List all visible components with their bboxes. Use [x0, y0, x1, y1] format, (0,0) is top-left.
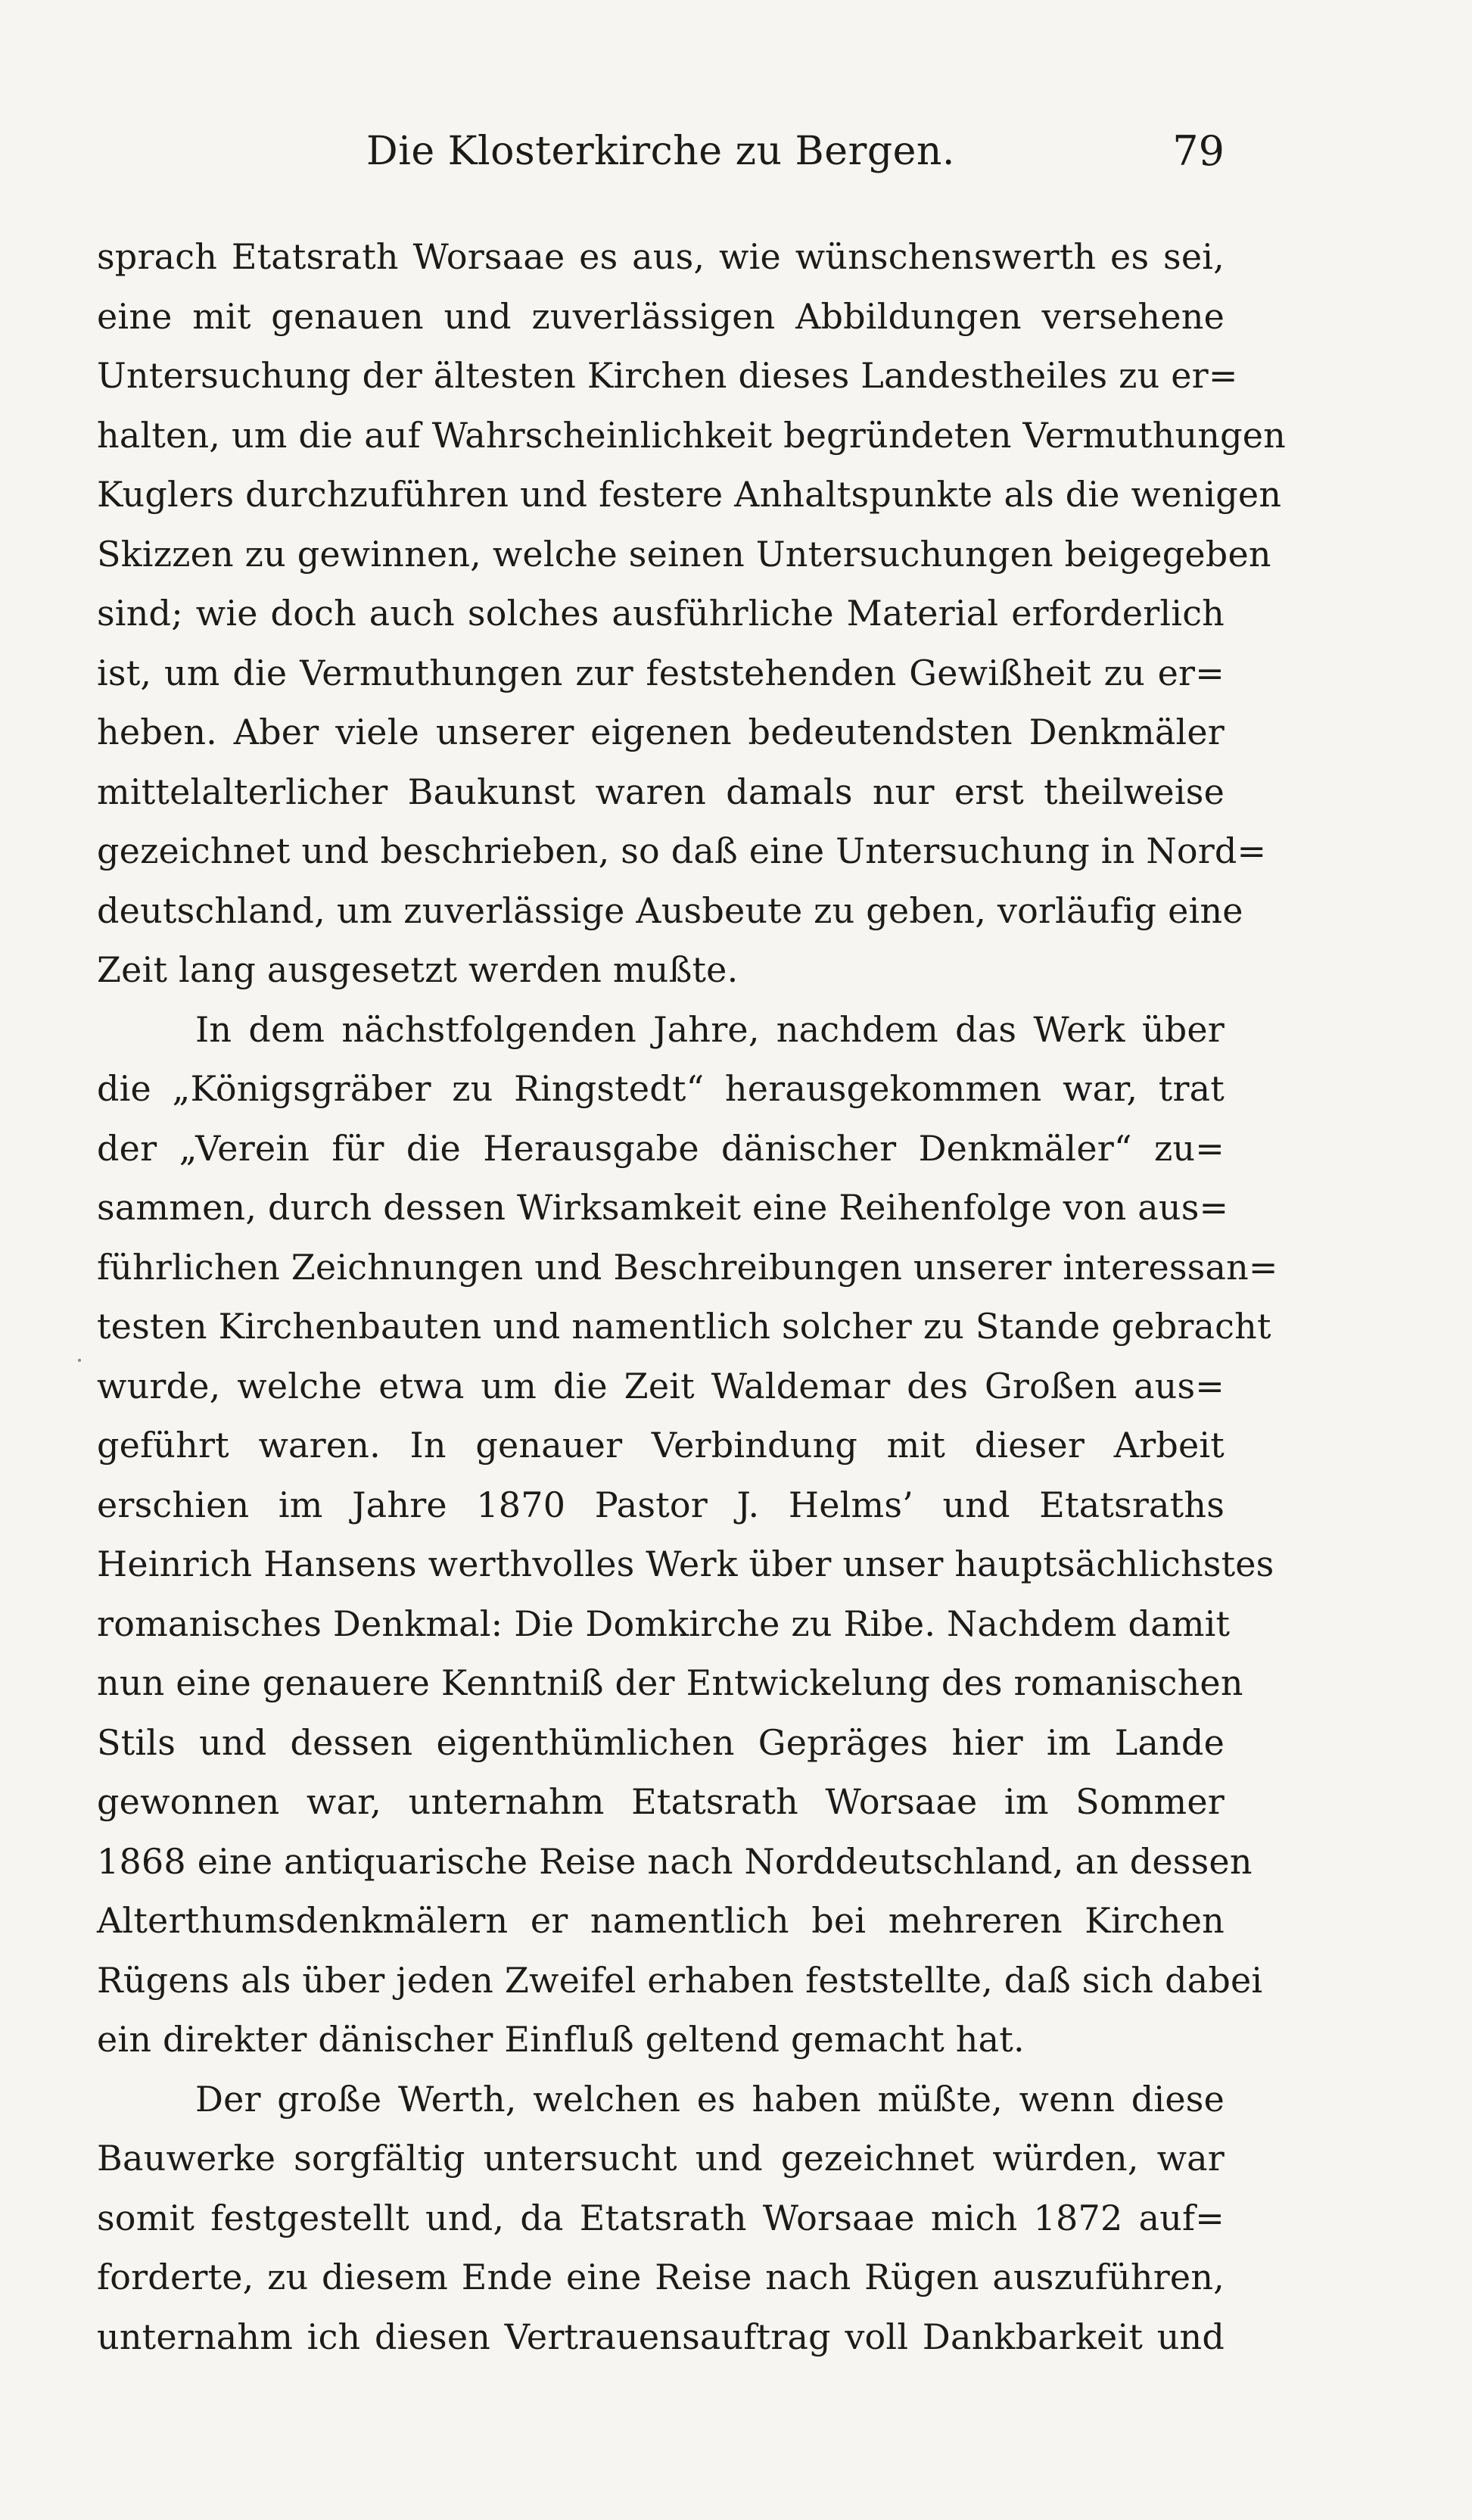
text-line: geführt waren. In genauer Verbindung mit dieser Arbeit — [97, 1425, 1225, 1466]
text-line: nun eine genauere Kenntniß der Entwickelung des romanischen — [97, 1662, 1243, 1703]
text-line: Bauwerke sorgfältig untersucht und gezeichnet würden, war — [97, 2138, 1225, 2179]
text-line: forderte, zu diesem Ende eine Reise nach Rügen auszuführen, — [97, 2257, 1225, 2297]
text-line: ein direkter dänischer Einfluß geltend gemacht hat. — [97, 2019, 1025, 2060]
text-line: Skizzen zu gewinnen, welche seinen Untersuchungen beigegeben — [97, 533, 1271, 575]
text-line: sind; wie doch auch solches ausführliche Material erforderlich — [97, 593, 1225, 634]
text-line: mittelalterlicher Baukunst waren damals nur erst theilweise — [97, 771, 1225, 812]
text-line: ist, um die Vermuthungen zur feststehenden Gewißheit zu er= — [97, 652, 1225, 693]
text-line: In dem nächstfolgenden Jahre, nachdem das Werk über — [195, 1008, 1225, 1050]
text-line: Untersuchung der ältesten Kirchen dieses Landestheiles zu er= — [97, 355, 1238, 396]
text-line: wurde, welche etwa um die Zeit Waldemar des Großen aus= — [97, 1365, 1225, 1406]
text-line: Kuglers durchzuführen und festere Anhaltspunkte als die wenigen — [97, 474, 1282, 515]
text-line: deutschland, um zuverlässige Ausbeute zu geben, vorläufig eine — [97, 889, 1243, 931]
text-line: halten, um die auf Wahrscheinlichkeit begründeten Vermuthungen — [97, 414, 1287, 456]
text-line: gewonnen war, unternahm Etatsrath Worsaae im Sommer — [97, 1781, 1225, 1822]
text-line: gezeichnet und beschrieben, so daß eine Untersuchung in Nord= — [97, 830, 1267, 871]
text-line: romanisches Denkmal: Die Domkirche zu Ribe. Nachdem damit — [97, 1603, 1231, 1644]
text-line: eine mit genauen und zuverlässigen Abbildungen versehene — [97, 295, 1225, 337]
text-line: Stils und dessen eigenthümlichen Gepräges hier im Lande — [97, 1721, 1225, 1763]
text-line: Zeit lang ausgesetzt werden mußte. — [97, 949, 739, 990]
text-line: testen Kirchenbauten und namentlich solcher zu Stande gebracht — [97, 1306, 1271, 1347]
text-line: sammen, durch dessen Wirksamkeit eine Reihenfolge von aus= — [97, 1187, 1229, 1228]
text-line: die „Königsgräber zu Ringstedt“ herausgekommen war, trat — [97, 1068, 1225, 1109]
paragraph — [97, 2070, 1225, 2367]
text-line: somit festgestellt und, da Etatsrath Worsaae mich 1872 auf= — [97, 2197, 1225, 2238]
running-title: Die Klosterkirche zu Bergen. — [366, 129, 955, 174]
text-line: Heinrich Hansens werthvolles Werk über unser hauptsächlichstes — [97, 1543, 1274, 1584]
text-line: erschien im Jahre 1870 Pastor J. Helms’ und Etatsraths — [97, 1484, 1225, 1525]
paragraph — [97, 227, 1287, 1000]
text-line: Rügens als über jeden Zweifel erhaben feststellte, daß sich dabei — [97, 1959, 1263, 2001]
page-header — [97, 121, 1225, 182]
body-text — [97, 227, 1287, 2366]
text-line: 1868 eine antiquarische Reise nach Norddeutschland, an dessen — [97, 1840, 1253, 1882]
text-line: Der große Werth, welchen es haben müßte, wenn diese — [195, 2078, 1225, 2120]
text-line: der „Verein für die Herausgabe dänischer Denkmäler“ zu= — [97, 1127, 1225, 1169]
text-line: unternahm ich diesen Vertrauensauftrag voll Dankbarkeit und — [97, 2316, 1225, 2357]
paragraph — [97, 1000, 1278, 2070]
text-line: heben. Aber viele unserer eigenen bedeutendsten Denkmäler — [97, 712, 1225, 752]
text-line: führlichen Zeichnungen und Beschreibungen unserer interessan= — [97, 1246, 1278, 1288]
text-line: Alterthumsdenkmälern er namentlich bei mehreren Kirchen — [97, 1900, 1225, 1941]
paper-speck — [78, 1359, 81, 1362]
page-number: 79 — [1172, 127, 1225, 175]
text-line: sprach Etatsrath Worsaae es aus, wie wünschenswerth es sei, — [97, 236, 1225, 277]
